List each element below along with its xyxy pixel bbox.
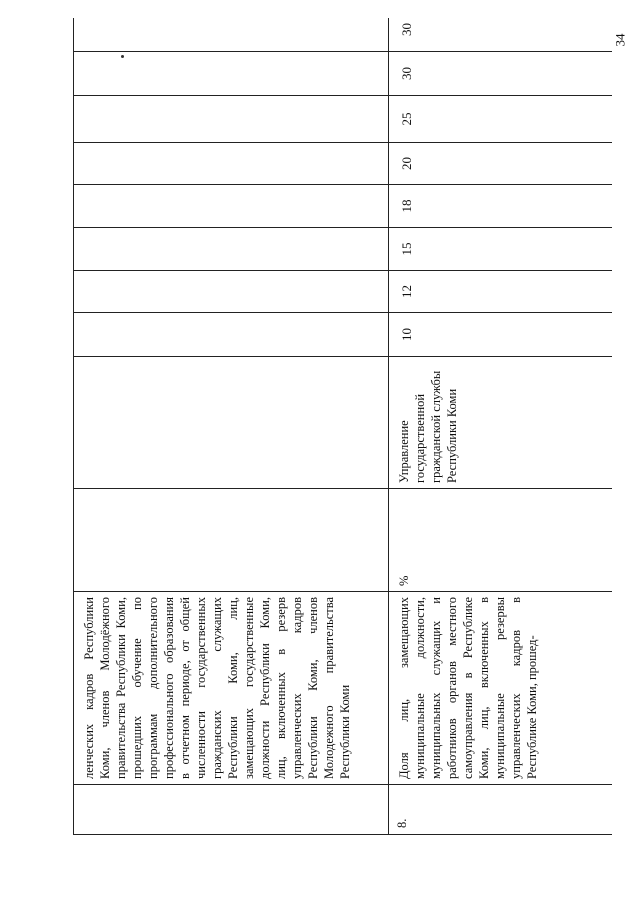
row-1-value [74, 51, 389, 95]
indicator-table [73, 18, 612, 835]
page-number-text: 34 [612, 33, 627, 47]
row-8-value: 12 [389, 270, 612, 312]
row-8-unit: % [389, 488, 612, 591]
row-1-value [74, 18, 389, 51]
row-1-value [74, 227, 389, 270]
row-1-value [74, 142, 389, 184]
row-8-value: 18 [389, 184, 612, 227]
page-number [610, 20, 630, 60]
row-8-value: 15 [389, 227, 612, 270]
row-8-indicator: Доля лиц, замещающих муниципальные должности, муниципальных служащих и работников органов местного самоуправления в Республике Коми, лиц, включенных в муниципальные резервы управленческих кадров в Республике Коми, прошед- [389, 591, 612, 784]
row-1-value [74, 184, 389, 227]
row-8-value: 30 [389, 51, 612, 95]
row-1-indicator: ленческих кадров Республики Коми, членов Молодёжного правительства Республики Коми, прошедших обучение по программам дополнительного профессионального образования в отчетном периоде, от общей численности государственных гражданских служащих Республики Коми, лиц, замещающих государственные должности Республики Коми, лиц, включенных в резерв управленческих кадров Республики Коми, членов Молодежного правительства Республики Коми [74, 591, 389, 784]
row-1-executor [74, 356, 389, 488]
table-container [73, 18, 612, 835]
row-8-executor: Управление государственной гражданской службы Республики Коми [389, 356, 612, 488]
row-8-value: 30 [389, 18, 612, 51]
row-8-number: 8. [389, 784, 612, 834]
row-1-number [74, 784, 389, 834]
row-1-value [74, 95, 389, 142]
row-1-value [74, 312, 389, 356]
row-1-value [74, 270, 389, 312]
row-1-unit [74, 488, 389, 591]
row-8-value: 25 [389, 95, 612, 142]
row-8-value: 20 [389, 142, 612, 184]
row-8-value: 10 [389, 312, 612, 356]
